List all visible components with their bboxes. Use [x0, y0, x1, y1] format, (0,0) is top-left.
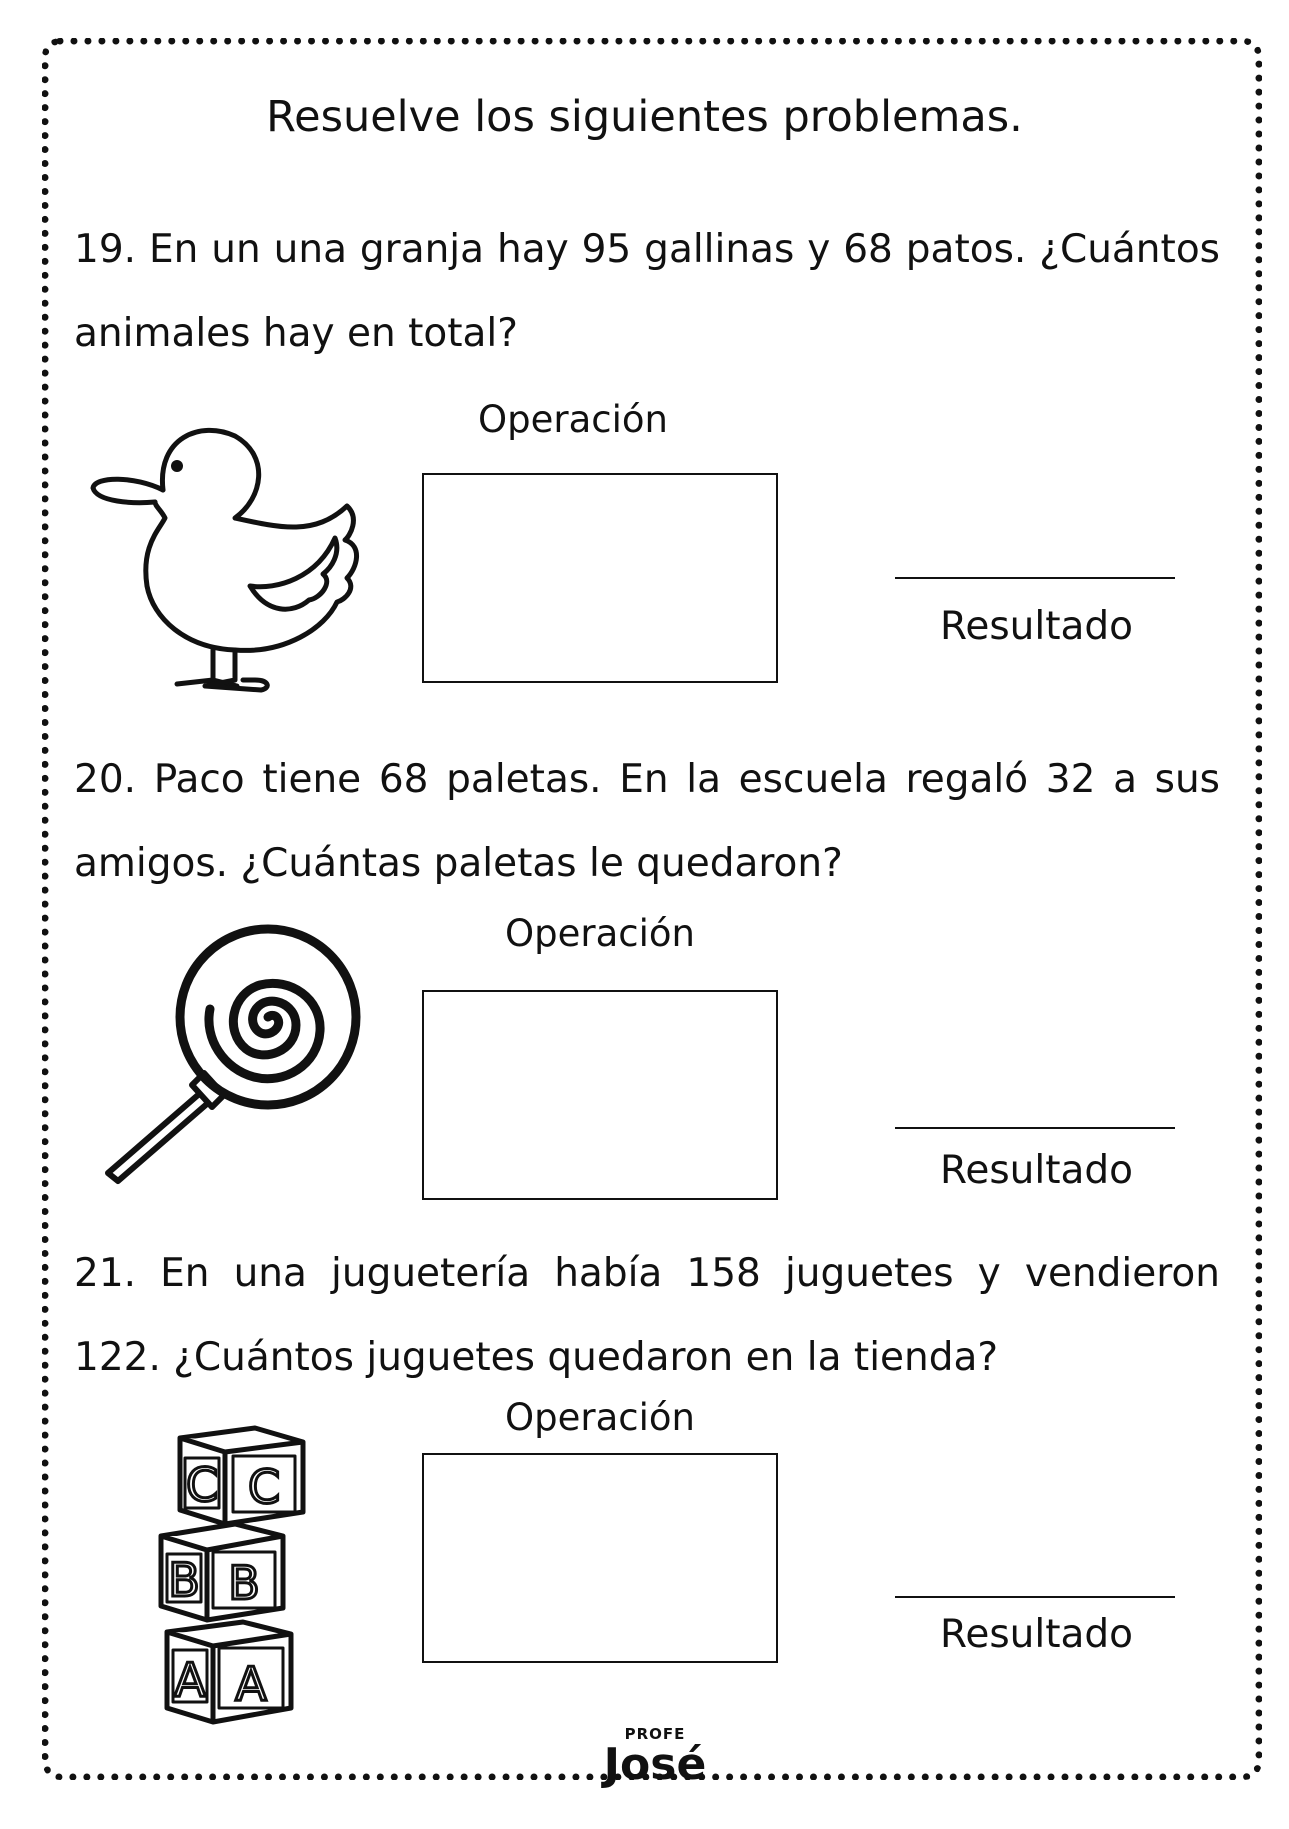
block-letter: B: [228, 1556, 260, 1610]
problem-20-operation-box[interactable]: [422, 990, 778, 1200]
lollipop-icon: [100, 915, 380, 1185]
problem-20-operation-label: Operación: [505, 912, 695, 955]
problem-20-result-line[interactable]: [895, 1127, 1175, 1129]
problem-19-result-label: Resultado: [940, 604, 1134, 649]
block-letter: C: [247, 1460, 281, 1514]
problem-21-text: 21. En una juguetería había 158 juguetes y vendieron 122. ¿Cuántos juguetes quedaron en la tienda?: [74, 1251, 1220, 1380]
problem-19-text: 19. En un una granja hay 95 gallinas y 68 patos. ¿Cuántos animales hay en total?: [74, 227, 1220, 356]
problem-19-result-line[interactable]: [895, 577, 1175, 579]
problem-20-text: 20. Paco tiene 68 paletas. En la escuela regaló 32 a sus amigos. ¿Cuántas paletas le quedaron?: [74, 757, 1220, 886]
page-title: Resuelve los siguientes problemas.: [266, 92, 1023, 142]
problem-19-operation-label: Operación: [478, 398, 668, 441]
problem-21-operation-label: Operación: [505, 1396, 695, 1439]
profe-jose-logo: [590, 1726, 720, 1788]
problem-20-result-label: Resultado: [940, 1148, 1134, 1193]
logo-main-text: José: [603, 1739, 707, 1790]
block-letter: A: [174, 1653, 206, 1707]
toy-blocks-icon: [155, 1418, 330, 1738]
problem-19-operation-box[interactable]: [422, 473, 778, 683]
block-letter: B: [168, 1553, 200, 1607]
block-letter: A: [235, 1657, 267, 1711]
problem-21-result-label: Resultado: [940, 1612, 1134, 1657]
problem-21-operation-box[interactable]: [422, 1453, 778, 1663]
logo-top-text: PROFE: [624, 1725, 686, 1743]
duck-icon: [85, 418, 395, 698]
problem-21-result-line[interactable]: [895, 1596, 1175, 1598]
block-letter: C: [185, 1458, 219, 1512]
